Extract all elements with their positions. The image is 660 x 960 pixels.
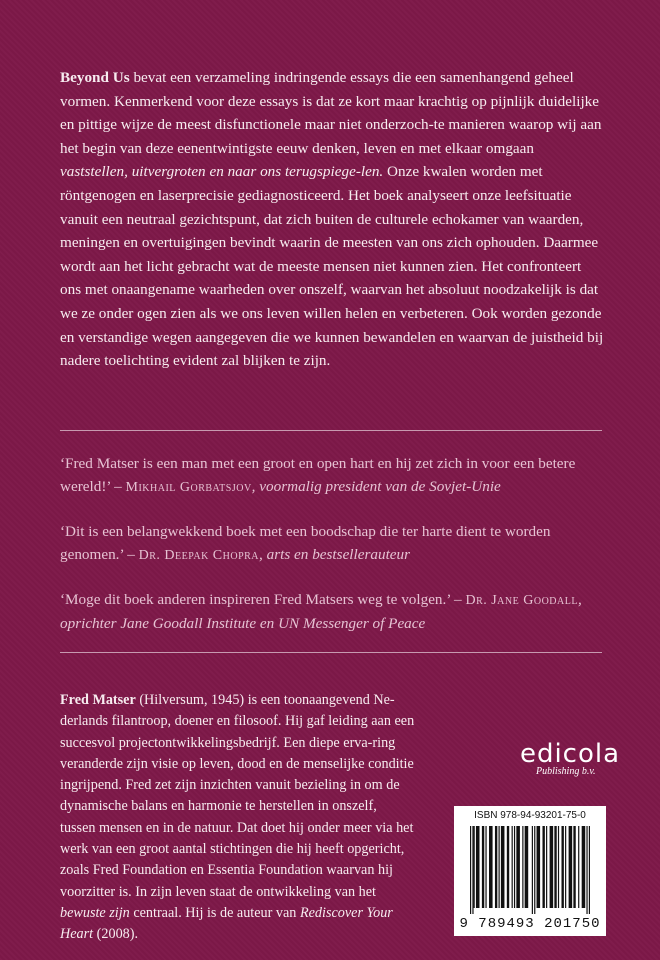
- barcode-bar: [573, 826, 575, 908]
- barcode-bar: [489, 826, 493, 908]
- bio-text-3: (2008).: [93, 926, 139, 943]
- barcode-bar: [582, 826, 586, 908]
- description-emphasis: vaststellen, uitvergroten en naar ons terugspiege-len.: [60, 163, 384, 181]
- quote-text: ‘Moge dit boek anderen inspireren Fred Matsers weg te volgen.’ –: [60, 591, 466, 608]
- barcode-bar: [578, 826, 579, 908]
- publisher-logo: [500, 740, 640, 800]
- barcode-bar: [499, 826, 500, 908]
- quote-role: , arts en bestsellerauteur: [259, 546, 411, 563]
- quote-author: Dr. Jane Goodall: [465, 593, 578, 608]
- barcode-bar: [546, 826, 547, 908]
- barcode-bar: [514, 826, 515, 908]
- description-text-2: Onze kwalen worden met röntgenogen en laserprecisie gediagnosticeerd. Het boek analyseert onze leefsituatie vanuit een neutraal gezichtspunt, dat zich buiten de culturele echokamer van waarden, meningen en overtuigingen bevindt waarin de meesten van ons zich ophouden. Daarmee wordt aan het licht gebracht wat de meeste mensen niet kunnen zien. Het confronteert ons met onaangename waarheden over onszelf, waarvan het absoluut noodzakelijk is dat we ze onder ogen zien als we ons leven willen helen en verbeteren. Ook worden gezonde en verstandige wegen aangegeven die we kunnen bewandelen en waarvan de juistheid bij nadere toelichting evident zal blijken te zijn.: [60, 163, 604, 370]
- author-bio: [60, 690, 415, 946]
- barcode-bar: [476, 826, 480, 908]
- barcode-bar: [589, 826, 590, 914]
- description-text-1: bevat een verzameling indringende essays die een samenhangend geheel vormen. Kenmerkend voor deze essays is dat ze kort maar krachtig op pijnlijk duidelijke en pittige wijze de meest disfunctionele maar niet onderzoch-te manieren waarop wij aan het begin van deze eenentwintigste eeuw denken, leven en met elkaar omgaan: [60, 69, 602, 157]
- barcode-bar: [482, 826, 484, 908]
- barcode-bar: [516, 826, 520, 908]
- quote-author: Mikhail Gorbatsjov: [125, 480, 252, 495]
- barcode-bar: [507, 826, 509, 908]
- publisher-subtitle: Publishing b.v.: [536, 766, 596, 777]
- book-description: [60, 66, 605, 373]
- quote-text: ‘Fred Matser is een man met een groot en open hart en hij zet zich in voor een betere wereld!’ –: [60, 455, 576, 495]
- barcode-bar: [501, 826, 505, 908]
- barcode-bar: [561, 826, 563, 908]
- quote-author: Dr. Deepak Chopra: [138, 548, 260, 563]
- barcode-bar: [550, 826, 554, 908]
- barcode-bar: [542, 826, 544, 908]
- book-title: Beyond Us: [60, 69, 130, 86]
- barcode-bar: [558, 826, 559, 908]
- ean-number: 9 789493 201750: [459, 916, 601, 932]
- divider-bottom: [60, 652, 602, 653]
- endorsement-quote: [60, 452, 605, 499]
- barcode-bar: [565, 826, 566, 908]
- barcode-bar: [525, 826, 529, 908]
- barcode-bar: [569, 826, 573, 908]
- quote-role: , voormalig president van de Sovjet-Unie: [251, 478, 501, 495]
- barcode-bar: [512, 826, 513, 908]
- divider-top: [60, 430, 602, 431]
- barcode-bar: [554, 826, 556, 908]
- quote-text: ‘Dit is een belangwekkend boek met een boodschap die ter harte dient te worden genomen.’ –: [60, 523, 551, 563]
- barcode-bar: [495, 826, 497, 908]
- barcode-bars: [468, 826, 592, 914]
- bio-emphasis-2: Rediscover Your Heart: [60, 904, 393, 943]
- publisher-name: edicola: [519, 739, 621, 769]
- bio-text-2: centraal. Hij is de auteur van: [129, 904, 300, 921]
- barcode-bar: [586, 826, 587, 914]
- barcode-bar: [485, 826, 486, 908]
- author-name: Fred Matser: [60, 692, 136, 708]
- barcode-bar: [532, 826, 533, 914]
- endorsement-quote: [60, 520, 605, 567]
- barcode-bar: [522, 826, 523, 908]
- barcode-bar: [470, 826, 471, 914]
- endorsement-quote: [60, 588, 605, 635]
- barcode-bar: [474, 826, 475, 908]
- isbn-barcode: [454, 806, 606, 936]
- bio-emphasis-1: bewuste zijn: [60, 904, 130, 921]
- isbn-label: ISBN 978-94-93201-75-0: [474, 810, 586, 821]
- barcode-bar: [537, 826, 541, 908]
- bio-text-1: (Hilversum, 1945) is een toonaangevend Ne-derlands filantroop, doener en filosoof. Hij gaf leiding aan een succesvol projectontwikkelingsbedrijf. Een diepe erva-ring veranderde zijn visie op leven, dood en de menselijke conditie ingrijpend. Fred zet zijn inzichten vanuit bezieling in om de dynamische balans en harmonie te herstellen in onszelf, tussen mensen en in de natuur. Dat doet hij onder meer via het werk van een groot aantal stichtingen die hij heeft opgericht, zoals Fred Foundation en Essentia Foundation waarvan hij voorzitter is. In zijn leven staat de ontwikkeling van het: [60, 692, 415, 900]
- barcode-bar: [472, 826, 473, 914]
- barcode-bar: [534, 826, 535, 914]
- quote-role: , oprichter Jane Goodall Institute en UN Messenger of Peace: [60, 591, 582, 632]
